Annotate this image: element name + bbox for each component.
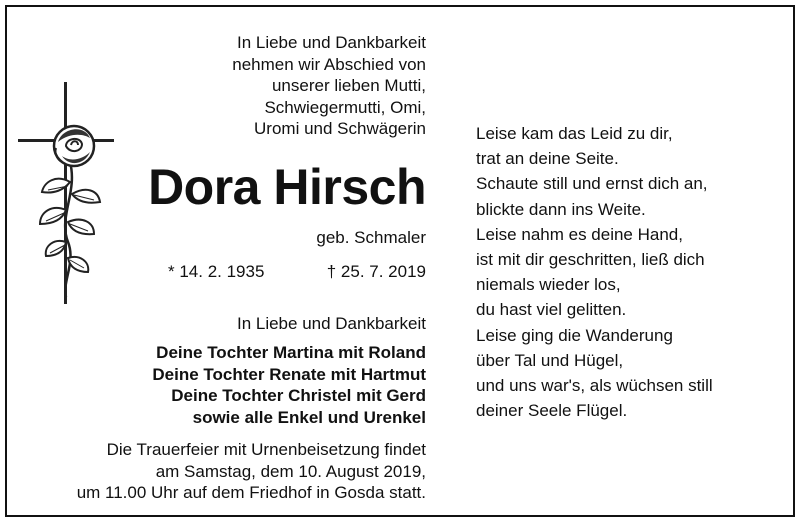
- cross-with-rose-icon: [18, 82, 114, 307]
- poem-line: deiner Seele Flügel.: [476, 401, 628, 421]
- funeral-line: um 11.00 Uhr auf dem Friedhof in Gosda statt.: [76, 483, 426, 502]
- death-date: † 25. 7. 2019: [326, 262, 426, 281]
- intro-text: [160, 32, 426, 140]
- deceased-name: Dora Hirsch: [148, 159, 426, 215]
- birth-date: * 14. 2. 1935: [168, 262, 265, 281]
- intro-line: nehmen wir Abschied von: [232, 54, 426, 74]
- intro-line: In Liebe und Dankbarkeit: [236, 33, 426, 52]
- funeral-info: [30, 439, 426, 504]
- poem-line: Leise nahm es deine Hand,: [476, 224, 683, 244]
- intro-line: unserer lieben Mutti,: [271, 76, 426, 95]
- mourner-line: sowie alle Enkel und Urenkel: [192, 407, 426, 427]
- poem-line: blickte dann ins Weite.: [476, 199, 646, 219]
- poem-line: Leise ging die Wanderung: [476, 325, 673, 345]
- intro-line: Schwiegermutti, Omi,: [264, 97, 426, 117]
- mourners-list: [90, 342, 426, 428]
- mourner-line: Deine Tochter Renate mit Hartmut: [152, 364, 426, 384]
- poem: [476, 121, 713, 423]
- funeral-line: am Samstag, dem 10. August 2019,: [155, 461, 426, 481]
- gratitude-line: In Liebe und Dankbarkeit: [236, 314, 426, 333]
- poem-line: du hast viel gelitten.: [476, 300, 627, 320]
- poem-line: Leise kam das Leid zu dir,: [476, 124, 673, 143]
- maiden-name: geb. Schmaler: [316, 228, 426, 247]
- poem-line: ist mit dir geschritten, ließ dich: [476, 250, 705, 270]
- mourner-line: Deine Tochter Martina mit Roland: [156, 343, 426, 362]
- mourner-line: Deine Tochter Christel mit Gerd: [171, 386, 426, 405]
- poem-line: über Tal und Hügel,: [476, 350, 624, 370]
- funeral-line: Die Trauerfeier mit Urnenbeisetzung findet: [106, 440, 426, 459]
- poem-line: und uns war's, als wüchsen still: [476, 376, 713, 396]
- poem-line: niemals wieder los,: [476, 275, 621, 295]
- intro-line: Uromi und Schwägerin: [254, 119, 426, 138]
- poem-line: Schaute still und ernst dich an,: [476, 174, 708, 194]
- poem-line: trat an deine Seite.: [476, 149, 619, 169]
